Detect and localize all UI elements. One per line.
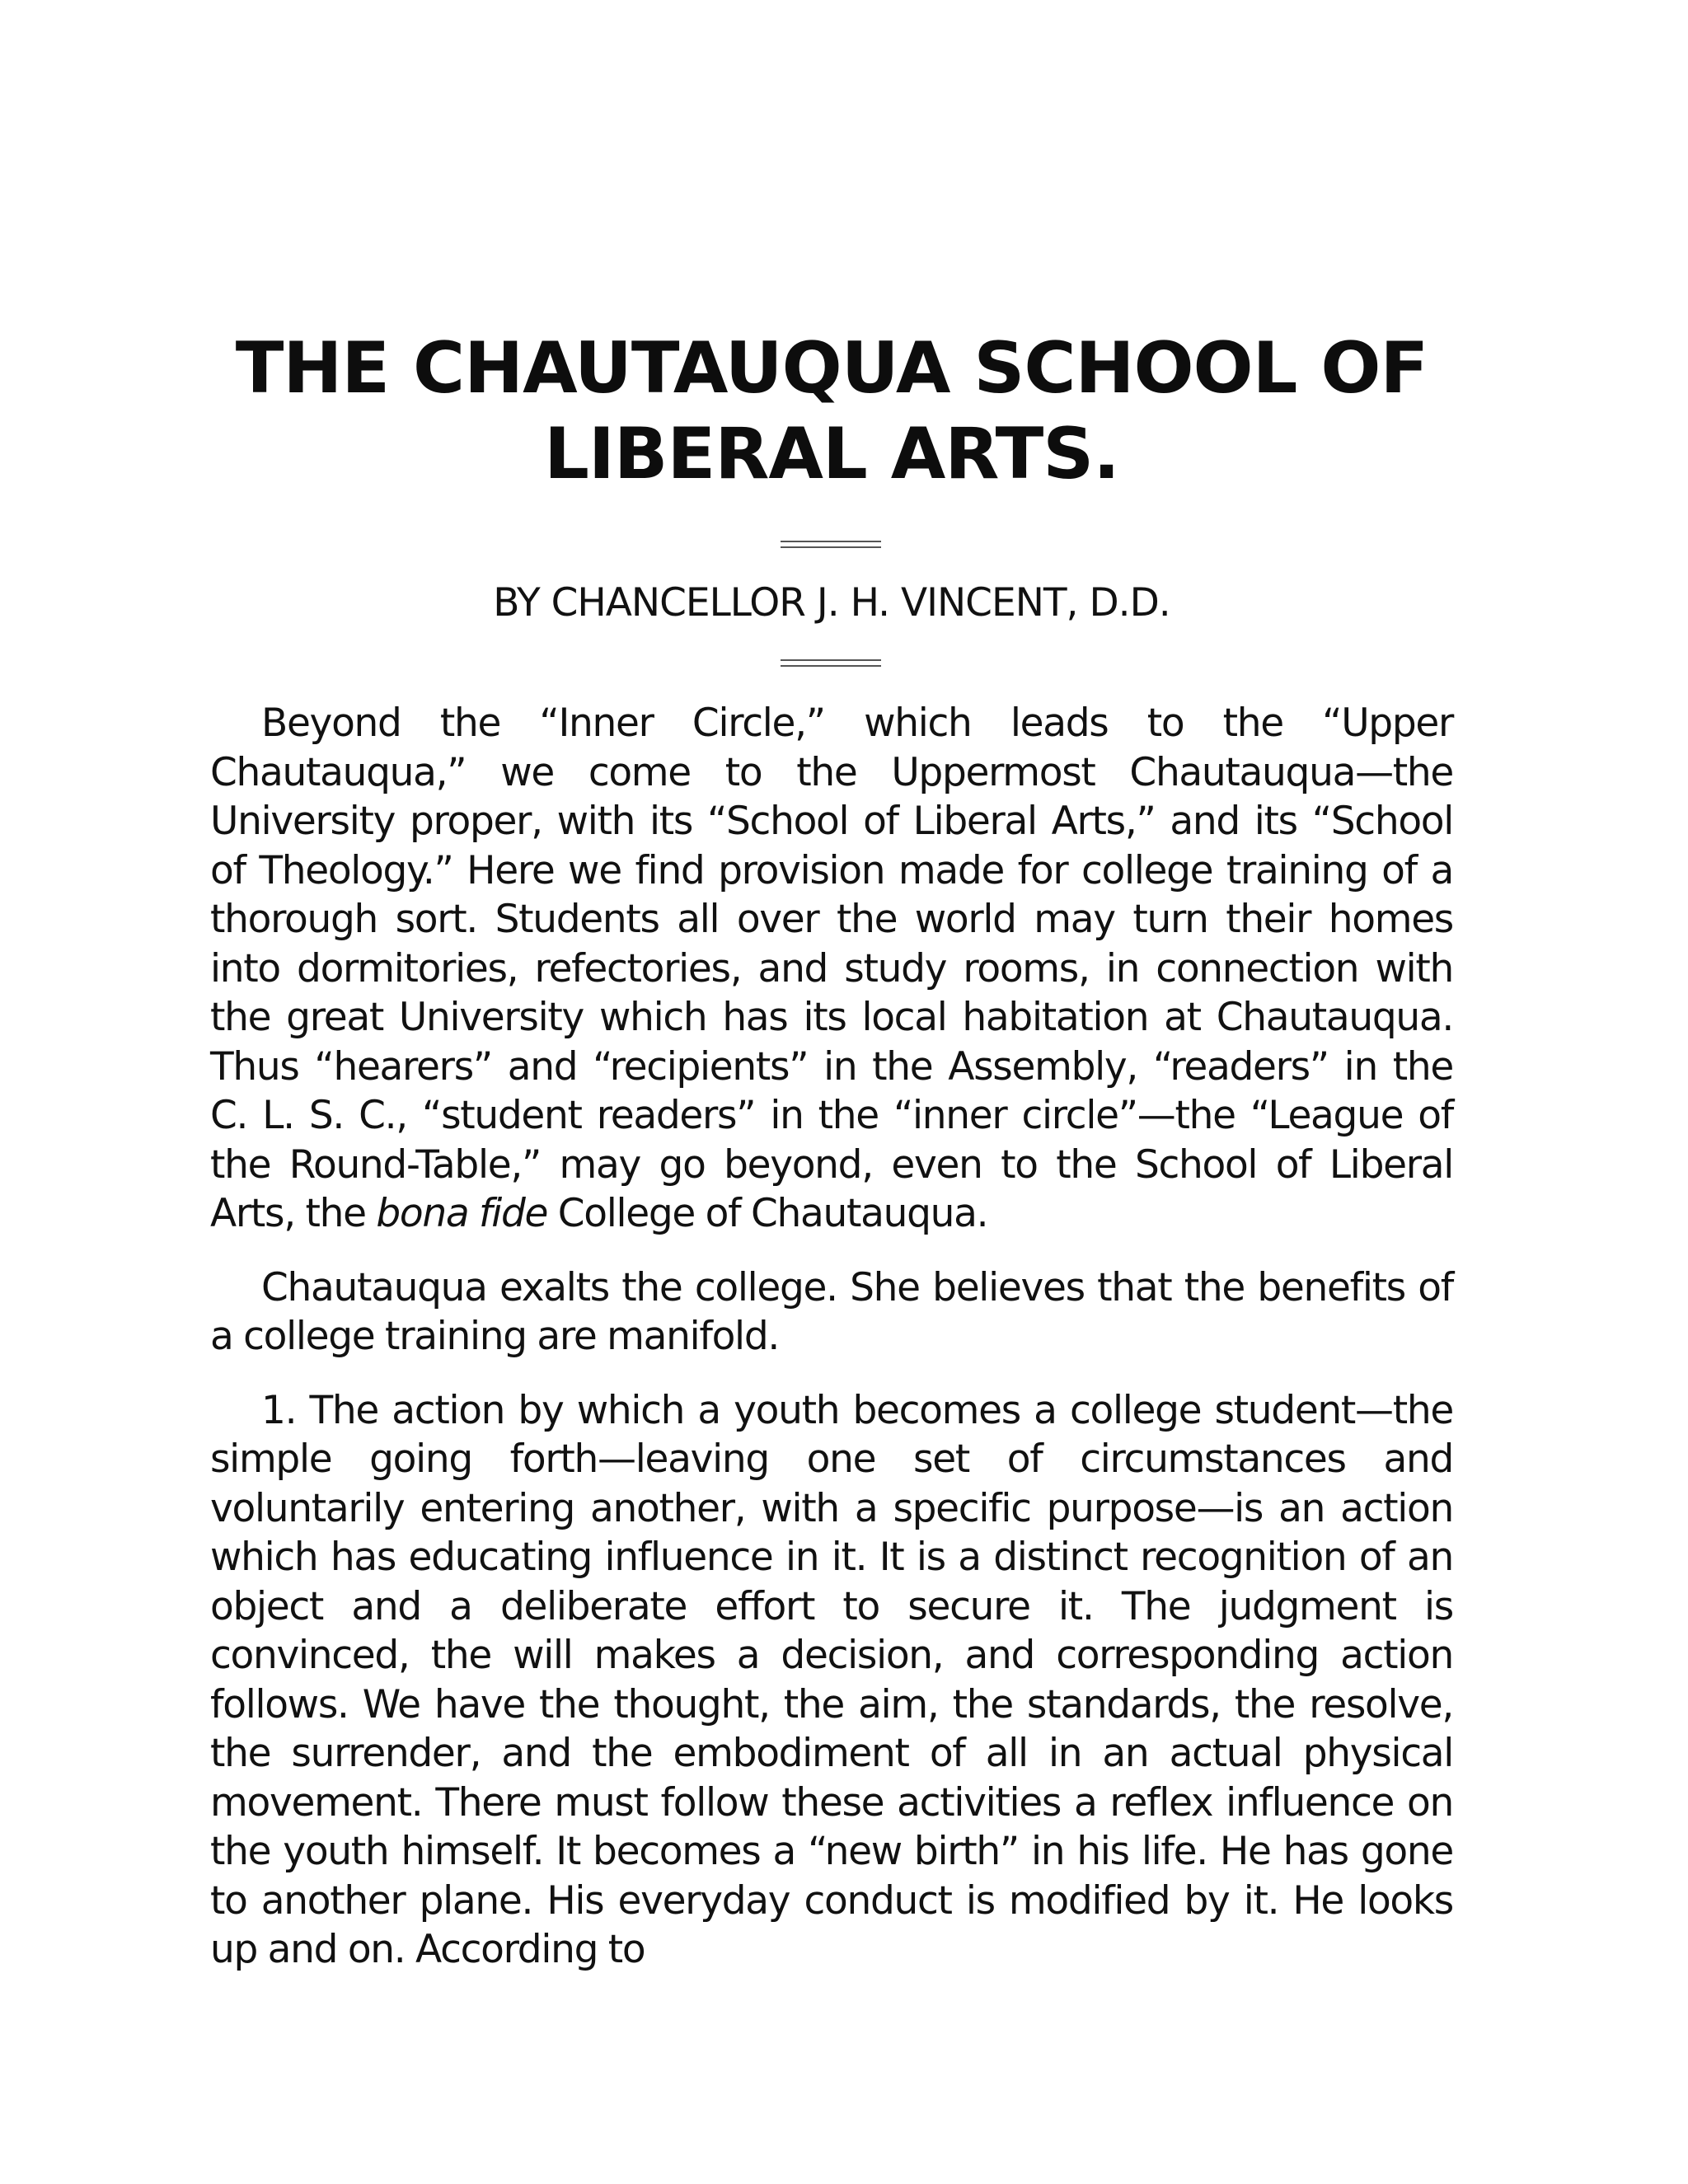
divider-top	[781, 541, 881, 548]
page-title	[210, 326, 1453, 497]
paragraph-1-italic: bona fide	[376, 1191, 548, 1236]
title-line-1: THE CHAUTAUQUA SCHOOL OF	[235, 327, 1428, 410]
title-line-2: LIBERAL ARTS.	[544, 413, 1119, 495]
paragraph-1-text: Beyond the “Inner Circle,” which leads to the “Upper Chautauqua,” we come to the Uppermost Chautauqua—the University proper, with its “School of Liberal Arts,” and its “School of Theology.” Here we find provision made for college training of a thorough sort. Students all over the world may turn their homes into dormitories, refectories, and study rooms, in connection with the great University which has its local habitation at Chautauqua. Thus “hearers” and “recipients” in the Assembly, “readers” in the C. L. S. C., “student readers” in the “inner circle”—the “League of the Round-Table,” may go beyond, even to the School of Liberal Arts, the	[210, 701, 1453, 1236]
paragraph-1	[210, 699, 1453, 1239]
paragraph-3: 1. The action by which a youth becomes a college student—the simple going forth—leaving one set of circumstances and voluntarily entering another, with a specific purpose—is an action which has educating influence in it. It is a distinct recognition of an object and a deliberate effort to secure it. The judgment is convinced, the will makes a decision, and corresponding action follows. We have the thought, the aim, the standards, the resolve, the surrender, and the embodiment of all in an actual physical movement. There must follow these activities a reflex influence on the youth himself. It becomes a “new birth” in his life. He has gone to another plane. His everyday conduct is modified by it. He looks up and on. According to	[210, 1387, 1453, 1972]
paragraph-1-end: College of Chautauqua.	[547, 1191, 988, 1236]
paragraph-2: Chautauqua exalts the college. She believes that the benefits of a college training are manifold.	[210, 1264, 1453, 1359]
article-body	[210, 699, 1453, 1999]
divider-bottom	[781, 659, 881, 667]
byline: BY CHANCELLOR J. H. VINCENT, D.D.	[493, 580, 1170, 626]
